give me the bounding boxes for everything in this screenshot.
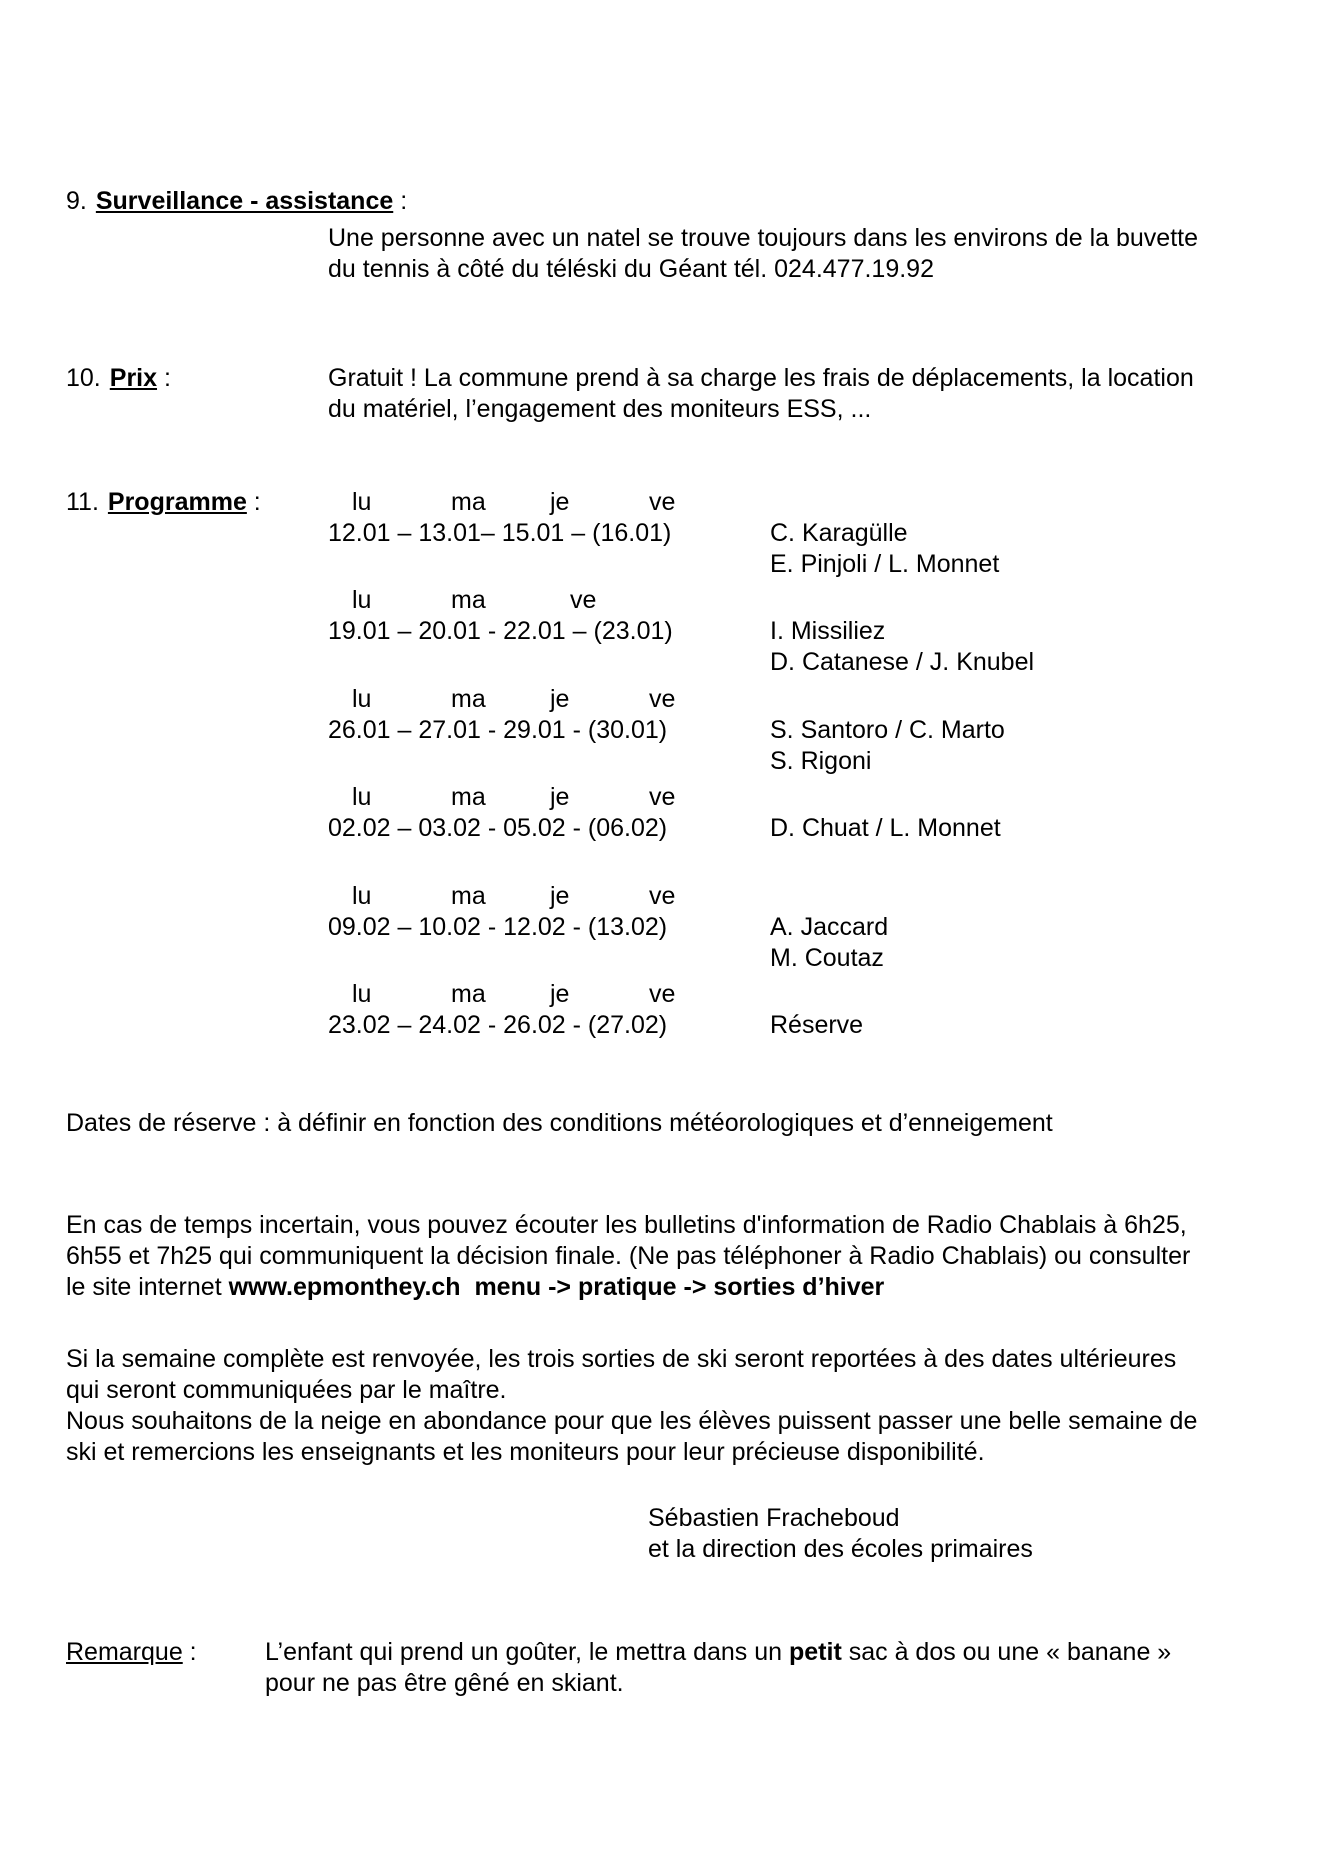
day-label: ma	[451, 783, 486, 811]
programme-week-4-dates: 02.02 – 03.02 - 05.02 - (06.02)	[328, 814, 668, 842]
programme-week-2-days	[328, 585, 768, 616]
programme-week-4-days	[328, 782, 748, 813]
day-label: lu	[352, 685, 372, 713]
day-label: ve	[649, 882, 676, 910]
programme-week-2-dates: 19.01 – 20.01 - 22.01 – (23.01)	[328, 617, 673, 645]
day-label: lu	[352, 980, 372, 1008]
closing-line: Nous souhaitons de la neige en abondance pour que les élèves puissent passer une belle semaine de	[66, 1407, 1198, 1435]
day-label: je	[550, 685, 570, 713]
day-label: ma	[451, 488, 486, 516]
section-10-title: Prix	[109, 364, 158, 392]
radio-info-line-website: le site internet www.epmonthey.ch menu -> pratique -> sorties d’hiver	[66, 1273, 885, 1301]
day-label: lu	[352, 882, 372, 910]
programme-week-6-dates: 23.02 – 24.02 - 26.02 - (27.02)	[328, 1011, 668, 1039]
section-11-heading	[66, 487, 261, 518]
section-9-body-line: Une personne avec un natel se trouve toujours dans les environs de la buvette	[328, 224, 1198, 252]
section-10-number: 10.	[66, 364, 101, 392]
day-label: je	[550, 980, 570, 1008]
monitor-name: Réserve	[770, 1011, 864, 1039]
closing-line: ski et remercions les enseignants et les moniteurs pour leur précieuse disponibilité.	[66, 1438, 985, 1466]
day-label: lu	[352, 783, 372, 811]
programme-week-3-names	[770, 715, 1005, 777]
programme-week-6	[328, 979, 748, 1041]
programme-week-6-days	[328, 979, 748, 1010]
day-label: ma	[451, 586, 486, 614]
remark-body	[265, 1637, 1171, 1699]
section-10-colon: :	[157, 364, 171, 392]
day-label: ve	[649, 488, 676, 516]
signature-role: et la direction des écoles primaires	[648, 1535, 1033, 1563]
programme-week-1	[328, 487, 748, 549]
monitor-name: C. Karagülle	[770, 519, 908, 547]
day-label: je	[550, 488, 570, 516]
day-label: ve	[649, 685, 676, 713]
section-10-body-line: Gratuit ! La commune prend à sa charge les frais de déplacements, la location	[328, 364, 1194, 392]
programme-week-1-dates: 12.01 – 13.01– 15.01 – (16.01)	[328, 519, 672, 547]
signature	[648, 1503, 1033, 1565]
remark-label-row	[66, 1637, 197, 1668]
section-9-heading	[66, 186, 407, 217]
programme-week-1-days	[328, 487, 748, 518]
programme-week-1-names	[770, 518, 999, 580]
day-label: ve	[570, 586, 597, 614]
section-9-number: 9.	[66, 187, 87, 215]
programme-week-3	[328, 684, 748, 746]
day-label: ma	[451, 980, 486, 1008]
programme-week-5	[328, 881, 748, 943]
closing-line: Si la semaine complète est renvoyée, les trois sorties de ski seront reportées à des dates ultérieures	[66, 1345, 1177, 1373]
section-9-body-line: du tennis à côté du téléski du Géant tél. 024.477.19.92	[328, 255, 934, 283]
day-label: ve	[649, 783, 676, 811]
monitor-name: D. Chuat / L. Monnet	[770, 814, 1001, 842]
section-10-body-line: du matériel, l’engagement des moniteurs ESS, ...	[328, 395, 872, 423]
section-9-colon: :	[393, 187, 408, 215]
programme-week-3-dates: 26.01 – 27.01 - 29.01 - (30.01)	[328, 716, 668, 744]
closing-paragraph	[66, 1344, 1197, 1468]
monitor-name: E. Pinjoli / L. Monnet	[770, 550, 1000, 578]
monitor-name: M. Coutaz	[770, 944, 884, 972]
section-10-heading	[66, 363, 171, 394]
section-11-number: 11.	[66, 488, 99, 516]
day-label: ma	[451, 685, 486, 713]
programme-week-5-names	[770, 912, 888, 974]
radio-info-line: En cas de temps incertain, vous pouvez écouter les bulletins d'information de Radio Chablais à 6h25,	[66, 1211, 1187, 1239]
monitor-name: S. Santoro / C. Marto	[770, 716, 1005, 744]
day-label: je	[550, 783, 570, 811]
day-label: lu	[352, 586, 372, 614]
radio-info-line: 6h55 et 7h25 qui communiquent la décision finale. (Ne pas téléphoner à Radio Chablais) ou consulter	[66, 1242, 1191, 1270]
section-11-title: Programme	[107, 488, 247, 516]
section-9-body	[328, 223, 1198, 285]
programme-week-5-days	[328, 881, 748, 912]
section-9-title: Surveillance - assistance	[95, 187, 394, 215]
remark-label: Remarque	[66, 1638, 183, 1666]
programme-week-4	[328, 782, 748, 844]
monitor-name: S. Rigoni	[770, 747, 872, 775]
programme-week-4-names	[770, 813, 1001, 844]
closing-line: qui seront communiquées par le maître.	[66, 1376, 507, 1404]
remark-colon: :	[182, 1638, 197, 1666]
monitor-name: I. Missiliez	[770, 617, 886, 645]
programme-week-2	[328, 585, 768, 647]
programme-week-5-dates: 09.02 – 10.02 - 12.02 - (13.02)	[328, 913, 668, 941]
section-10-body	[328, 363, 1194, 425]
signature-name: Sébastien Fracheboud	[648, 1504, 900, 1532]
remark-line: L’enfant qui prend un goûter, le mettra dans un petit sac à dos ou une « banane »	[265, 1638, 1172, 1666]
remark-line: pour ne pas être gêné en skiant.	[265, 1669, 624, 1697]
day-label: lu	[352, 488, 372, 516]
day-label: ve	[649, 980, 676, 1008]
day-label: ma	[451, 882, 486, 910]
programme-week-2-names	[770, 616, 1034, 678]
day-label: je	[550, 882, 570, 910]
section-11-colon: :	[246, 488, 261, 516]
reserve-dates-note: Dates de réserve : à définir en fonction des conditions météorologiques et d’enneigement	[66, 1109, 1053, 1137]
programme-week-6-names	[770, 1010, 863, 1041]
programme-week-3-days	[328, 684, 748, 715]
monitor-name: D. Catanese / J. Knubel	[770, 648, 1035, 676]
radio-info-paragraph	[66, 1210, 1190, 1303]
monitor-name: A. Jaccard	[770, 913, 889, 941]
